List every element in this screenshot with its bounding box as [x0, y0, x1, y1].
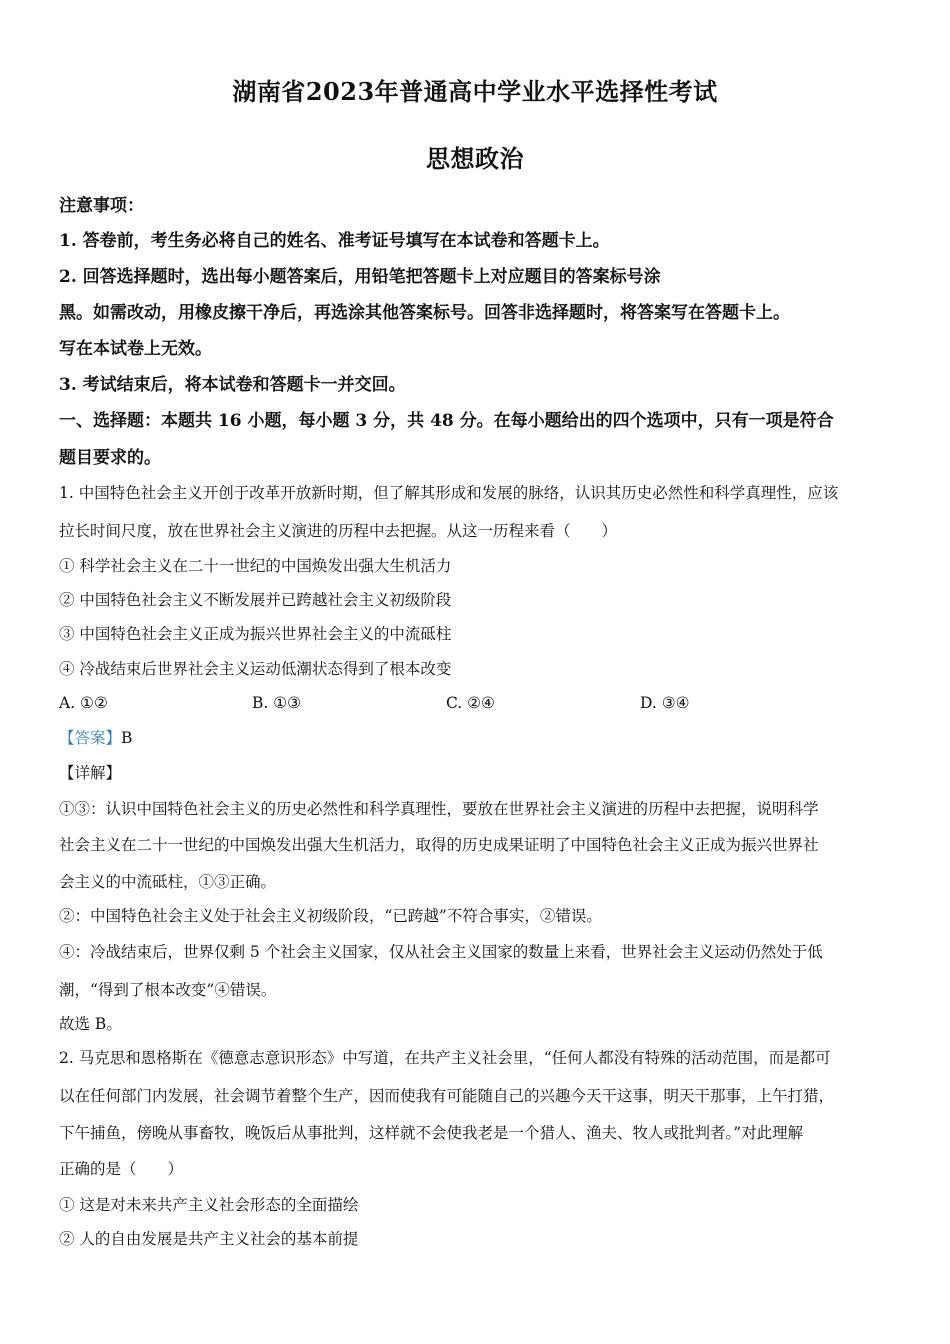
q1-detail-line-6: 潮，“得到了根本改变”④错误。 [59, 981, 277, 999]
answer-value: B [121, 729, 133, 747]
q1-option-b: B. ①③ [252, 694, 302, 712]
notice-item-1: 1. 答卷前，考生务必将自己的姓名、准考证号填写在本试卷和答题卡上。 [59, 231, 610, 251]
notice-item-2-line-2: 黑。如需改动，用橡皮擦干净后，再选涂其他答案标号。回答非选择题时，将答案写在答题卡上。 [59, 303, 790, 323]
q1-statement-1: ① 科学社会主义在二十一世纪的中国焕发出强大生机活力 [59, 557, 452, 575]
q1-conclusion: 故选 B。 [59, 1015, 122, 1033]
notice-item-2-line-3: 写在本试卷上无效。 [59, 339, 212, 359]
answer-tag: 【答案】 [59, 729, 122, 747]
q2-stem-line-2: 以在任何部门内发展，社会调节着整个生产，因而使我有可能随自己的兴趣今天干这事，明天干那事，上午打猎， [59, 1087, 835, 1105]
q1-detail-line-5: ④：冷战结束后，世界仅剩 5 个社会主义国家，仅从社会主义国家的数量上来看，世界社会主义运动仍然处于低 [59, 943, 823, 961]
q1-statement-4: ④ 冷战结束后世界社会主义运动低潮状态得到了根本改变 [59, 660, 452, 678]
q1-option-a: A. ①② [59, 694, 108, 712]
q1-detail-line-4: ②：中国特色社会主义处于社会主义初级阶段，“已跨越”不符合事实，②错误。 [59, 907, 602, 925]
q1-option-c: C. ②④ [446, 694, 495, 712]
q2-stem-line-1: 2. 马克思和恩格斯在《德意志意识形态》中写道，在共产主义社会里，“任何人都没有特殊的活动范围，而是都可 [59, 1049, 831, 1067]
q1-answer [59, 727, 904, 749]
notice-item-3: 3. 考试结束后，将本试卷和答题卡一并交回。 [59, 375, 406, 395]
q1-stem-line-1: 1. 中国特色社会主义开创于改革开放新时期，但了解其形成和发展的脉络，认识其历史必然性和科学真理性，应该 [59, 484, 839, 502]
q1-statement-2: ② 中国特色社会主义不断发展并已跨越社会主义初级阶段 [59, 591, 452, 609]
q2-stem-line-3: 下午捕鱼，傍晚从事畜牧，晚饭后从事批判，这样就不会使我老是一个猎人、渔夫、牧人或批判者。”对此理解 [59, 1124, 804, 1142]
q1-detail-line-2: 社会主义在二十一世纪的中国焕发出强大生机活力，取得的历史成果证明了中国特色社会主义正成为振兴世界社 [59, 836, 819, 854]
q1-detail-tag: 【详解】 [59, 764, 122, 782]
section-1-heading-line-1: 一、选择题：本题共 16 小题，每小题 3 分，共 48 分。在每小题给出的四个选项中，只有一项是符合 [59, 411, 834, 431]
notice-item-2-line-1: 2. 回答选择题时，选出每小题答案后，用铅笔把答题卡上对应题目的答案标号涂 [59, 267, 661, 287]
q1-detail-line-3: 会主义的中流砥柱，①③正确。 [59, 873, 277, 891]
q2-stem-line-4: 正确的是（ ） [59, 1160, 184, 1178]
exam-title: 湖南省2023年普通高中学业水平选择性考试 [232, 77, 718, 106]
q2-statement-1: ① 这是对未来共产主义社会形态的全面描绘 [59, 1196, 359, 1214]
q1-detail-line-1: ①③：认识中国特色社会主义的历史必然性和科学真理性，要放在世界社会主义演进的历程中去把握，说明科学 [59, 800, 819, 818]
q1-statement-3: ③ 中国特色社会主义正成为振兴世界社会主义的中流砥柱 [59, 625, 452, 643]
q1-option-d: D. ③④ [640, 694, 690, 712]
subject-title: 思想政治 [426, 144, 524, 173]
section-1-heading-line-2: 题目要求的。 [59, 448, 161, 468]
q1-stem-line-2: 拉长时间尺度，放在世界社会主义演进的历程中去把握。从这一历程来看（ ） [59, 522, 618, 540]
notice-heading: 注意事项： [59, 196, 144, 216]
q2-statement-2: ② 人的自由发展是共产主义社会的基本前提 [59, 1230, 359, 1248]
